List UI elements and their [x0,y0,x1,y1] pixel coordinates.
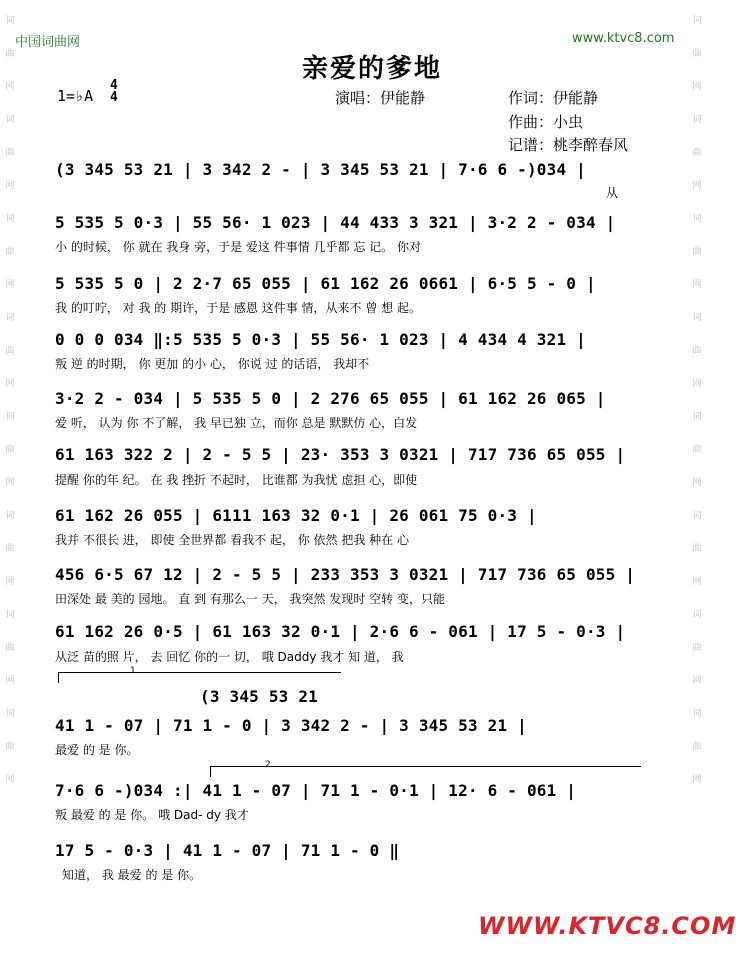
score-row-7-lyric: 我并 不很长 进， 即使 全世界都 看我不 起， 你 依然 把我 种在 心 [55,533,409,547]
key-signature: 1=♭A [57,87,94,105]
score-row-6-notes: 61 163 322 2 | 2 - 5 5 | 23· 353 3 0321 | 717 736 65 055 | [55,445,626,464]
score-row-10-notes: (3 345 53 21 [200,687,318,706]
score-row-11-lyric: 最爱 的 是 你。 [55,743,139,757]
score-row-12-lyric: 叛 最爱 的 是 你。 哦 Dad- dy 我才 [55,808,249,822]
score-row-12-notes: 7·6 6 -)034 :| 41 1 - 07 | 71 1 - 0·1 | 12· 6 - 061 | [55,781,577,800]
score-row-8-notes: 456 6·5 67 12 | 2 - 5 5 | 233 353 3 0321 | 717 736 65 055 | [55,565,636,584]
volta-second-label: 2 [265,760,271,770]
score-row-13-lyric: 知道， 我 最爱 的 是 你。 [62,868,202,882]
volta-second-bracket [210,766,641,777]
score-row-3-notes: 5 535 5 0 | 2 2·7 65 055 | 61 162 26 0661 | 6·5 5 - 0 | [55,274,596,293]
time-signature: 4 4 [110,78,118,105]
lyricist: 作词：伊能静 [508,89,599,107]
transcriber: 记谱：桃李醉春风 [508,136,629,154]
footer-watermark-logo: WWW.KTVC8.COM [478,912,736,940]
site-url[interactable]: www.ktvc8.com [572,31,675,46]
singer: 演唱：伊能静 [335,89,426,107]
score-row-7-notes: 61 162 26 055 | 6111 163 32 0·1 | 26 061 75 0·3 | [55,506,537,525]
score-row-3-lyric: 我 的叮咛， 对 我 的 期许，于是 感恩 这件事 情，从来不 曾 想 起。 [55,301,421,315]
score-row-9-lyric: 从泛 苗的照 片， 去 回忆 你的一 切， 哦 Daddy 我才 知 道， 我 [55,650,404,664]
site-name: 中国词曲网 [15,35,81,50]
song-title: 亲爱的爹地 [302,54,443,84]
score-row-4-notes: 0 0 0 034 ‖:5 535 5 0·3 | 55 56· 1 023 | 4 434 4 321 | [55,330,586,349]
score-row-4-lyric: 叛 逆 的时期， 你 更加 的小 心， 你说 过 的话语， 我却不 [55,357,370,371]
score-row-9-notes: 61 162 26 0·5 | 61 163 32 0·1 | 2·6 6 - 061 | 17 5 - 0·3 | [55,622,626,641]
score-row-1-lyric: 从 [606,186,619,200]
score-row-13-notes: 17 5 - 0·3 | 41 1 - 07 | 71 1 - 0 ‖ [55,841,400,860]
score-row-11-notes: 41 1 - 07 | 71 1 - 0 | 3 342 2 - | 3 345 53 21 | [55,716,527,735]
score-row-6-lyric: 提醒 你的年 纪。 在 我 挫折 不起时， 比谁都 为我忧 虑担 心，即使 [55,473,418,487]
score-row-2-lyric: 小 的时候， 你 就在 我身 旁，于是 爱这 件事情 几乎都 忘 记。 你对 [55,240,421,254]
score-row-8-lyric: 田深处 最 美的 园地。 直 到 有那么一 天， 我突然 发现时 空转 变，只能 [55,592,445,606]
side-watermark-left: 词 曲 网 词 曲 网 词 曲 网 词 曲 网 词 曲 网 词 曲 网 词 曲 网 词 曲 网 [5,16,15,785]
side-watermark-right: 词 曲 网 词 曲 网 词 曲 网 词 曲 网 词 曲 网 词 曲 网 词 曲 网 词 曲 网 [692,16,702,785]
volta-first-bracket [58,672,341,683]
volta-first-label: 1 [130,666,136,676]
composer: 作曲：小虫 [508,113,584,131]
score-row-1-notes: (3 345 53 21 | 3 342 2 - | 3 345 53 21 | 7·6 6 -)034 | [55,160,586,179]
score-row-5-lyric: 爱 听， 认为 你 不了解， 我 早已独 立，而你 总是 默默仿 心，白发 [55,416,418,430]
score-row-2-notes: 5 535 5 0·3 | 55 56· 1 023 | 44 433 3 321 | 3·2 2 - 034 | [55,213,616,232]
score-row-5-notes: 3·2 2 - 034 | 5 535 5 0 | 2 276 65 055 | 61 162 26 065 | [55,389,606,408]
